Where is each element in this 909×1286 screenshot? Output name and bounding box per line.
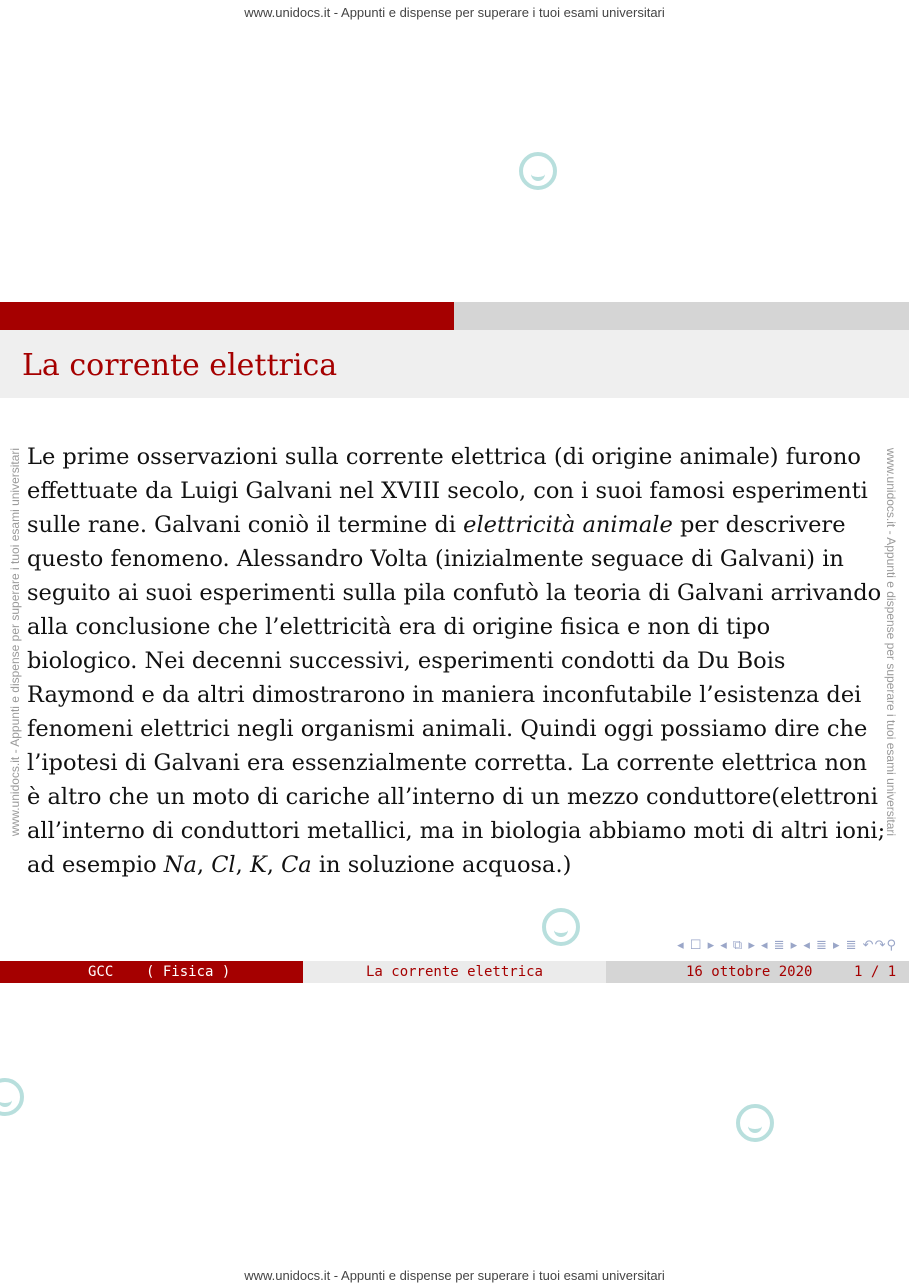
unidocs-logo-icon	[542, 908, 580, 946]
frame-title: La corrente elettrica	[22, 348, 338, 383]
ion-cl: Cl	[211, 852, 236, 878]
body-text-part: Le prime osservazioni sulla corrente elettrica (di origine animale) furono effettuate da Luigi Galvani nel XVIII secolo, con i suoi famosi esperimenti sulle rane. Galvani coniò il termine di	[27, 444, 868, 538]
ion-k: K	[249, 852, 267, 878]
footer-author-box	[0, 961, 303, 983]
frame-title-band	[0, 330, 909, 398]
slide-body	[27, 440, 887, 882]
body-text-part: per descrivere questo fenomeno. Alessandro Volta (inizialmente seguace di Galvani) in seguito ai suoi esperimenti sulla pila confutò la teoria di Galvani arrivando alla conclusione che l’elettricità era di origine fisica e non di tipo biologico. Nei decenni successivi, esperimenti condotti da Du Bois Raymond e da altri dimostrarono in maniera inconfutabile l’esistenza dei fenomeni elettrici negli organismi animali. Quindi oggi possiamo dire che l’ipotesi di Galvani era essenzialmente corretta. La corrente elettrica non è altro che un moto di cariche all’interno di un mezzo conduttore(elettroni all’interno di conduttori metallici, ma in biologia abbiamo moti di altri ioni; ad esempio	[27, 512, 886, 878]
footer-author: GCC	[88, 964, 114, 980]
header-bar	[0, 302, 909, 330]
unidocs-logo-icon	[736, 1104, 774, 1142]
watermark-bottom: www.unidocs.it - Appunti e dispense per superare i tuoi esami universitari	[244, 1268, 665, 1283]
footer-date: 16 ottobre 2020	[686, 964, 813, 980]
beamer-navigation-symbols[interactable]: ◂ ☐ ▸ ◂ ⧉ ▸ ◂ ≣ ▸ ◂ ≣ ▸ ≣ ↶↷⚲	[677, 938, 897, 953]
header-bar-accent	[0, 302, 454, 330]
body-text-part: in soluzione acquosa.)	[311, 852, 572, 878]
watermark-left: www.unidocs.it - Appunti e dispense per superare i tuoi esami universitari	[8, 447, 22, 837]
watermark-right: www.unidocs.it - Appunti e dispense per superare i tuoi esami universitari	[884, 447, 898, 837]
watermark-top: www.unidocs.it - Appunti e dispense per superare i tuoi esami universitari	[244, 5, 665, 20]
footer-date-box	[606, 961, 909, 983]
footer-institute: ( Fisica )	[146, 964, 231, 980]
footline	[0, 961, 909, 983]
separator: ,	[196, 852, 212, 878]
unidocs-logo-icon	[519, 152, 557, 190]
footer-page-number: 1 / 1	[854, 964, 897, 980]
body-paragraph	[27, 440, 887, 882]
ion-ca: Ca	[281, 852, 312, 878]
emphasis-text: elettricità animale	[463, 512, 673, 538]
separator: ,	[266, 852, 282, 878]
footer-title: La corrente elettrica	[303, 961, 606, 983]
ion-na: Na	[163, 852, 197, 878]
separator: ,	[235, 852, 250, 878]
unidocs-logo-icon	[0, 1078, 24, 1116]
